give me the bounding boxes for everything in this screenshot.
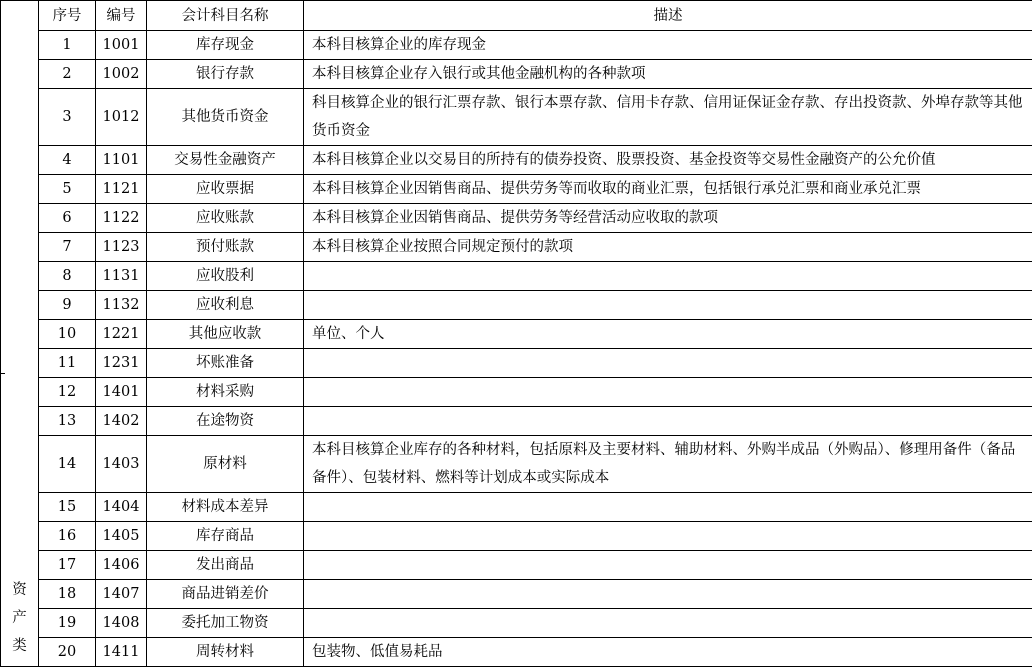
table-row	[1, 349, 1032, 378]
cell-name: 发出商品	[147, 551, 304, 580]
cell-code: 1404	[96, 493, 147, 522]
cell-seq: 5	[39, 175, 96, 204]
table-row	[1, 436, 1032, 493]
category-char: 资	[1, 576, 38, 604]
cell-name: 应收股利	[147, 262, 304, 291]
cell-code: 1411	[96, 638, 147, 667]
header-code: 编号	[96, 1, 147, 31]
cell-seq: 13	[39, 407, 96, 436]
cell-code: 1122	[96, 204, 147, 233]
cell-name: 材料成本差异	[147, 493, 304, 522]
category-char: 类	[1, 632, 38, 660]
cell-name: 交易性金融资产	[147, 146, 304, 175]
cell-seq: 6	[39, 204, 96, 233]
cell-code: 1123	[96, 233, 147, 262]
header-seq: 序号	[39, 1, 96, 31]
cell-seq: 20	[39, 638, 96, 667]
cell-name: 应收账款	[147, 204, 304, 233]
table-row	[1, 60, 1032, 89]
cell-desc: 本科目核算企业因销售商品、提供劳务等而收取的商业汇票，包括银行承兑汇票和商业承兑汇票	[304, 175, 1032, 204]
cell-seq: 16	[39, 522, 96, 551]
cell-name: 原材料	[147, 436, 304, 493]
cell-name: 预付账款	[147, 233, 304, 262]
table-row	[1, 407, 1032, 436]
cell-desc	[304, 580, 1032, 609]
cell-desc	[304, 551, 1032, 580]
cell-name: 应收利息	[147, 291, 304, 320]
cell-seq: 11	[39, 349, 96, 378]
cell-desc	[304, 609, 1032, 638]
cell-seq: 9	[39, 291, 96, 320]
cell-seq: 3	[39, 89, 96, 146]
cell-seq: 10	[39, 320, 96, 349]
cell-seq: 7	[39, 233, 96, 262]
cell-name: 材料采购	[147, 378, 304, 407]
cell-code: 1408	[96, 609, 147, 638]
category-label	[1, 576, 38, 666]
cell-desc	[304, 262, 1032, 291]
cell-seq: 2	[39, 60, 96, 89]
cell-name: 库存商品	[147, 522, 304, 551]
cell-seq: 8	[39, 262, 96, 291]
table-row	[1, 175, 1032, 204]
cell-code: 1231	[96, 349, 147, 378]
table-row	[1, 320, 1032, 349]
cell-seq: 17	[39, 551, 96, 580]
header-name: 会计科目名称	[147, 1, 304, 31]
cell-seq: 4	[39, 146, 96, 175]
header-row	[1, 1, 1032, 31]
cell-code: 1002	[96, 60, 147, 89]
table-row	[1, 204, 1032, 233]
cell-code: 1402	[96, 407, 147, 436]
cell-name: 银行存款	[147, 60, 304, 89]
cell-desc	[304, 291, 1032, 320]
cell-name: 在途物资	[147, 407, 304, 436]
cell-desc	[304, 522, 1032, 551]
cell-desc	[304, 378, 1032, 407]
cell-name: 应收票据	[147, 175, 304, 204]
cell-desc: 单位、个人	[304, 320, 1032, 349]
cell-seq: 14	[39, 436, 96, 493]
table-row	[1, 638, 1032, 667]
cell-name: 库存现金	[147, 31, 304, 60]
cell-code: 1121	[96, 175, 147, 204]
cell-seq: 12	[39, 378, 96, 407]
category-char: 产	[1, 604, 38, 632]
cell-code: 1401	[96, 378, 147, 407]
cell-code: 1405	[96, 522, 147, 551]
table-row	[1, 262, 1032, 291]
cell-name: 坏账准备	[147, 349, 304, 378]
table-row	[1, 551, 1032, 580]
cell-desc	[304, 407, 1032, 436]
table-row	[1, 522, 1032, 551]
category-cell	[1, 1, 39, 667]
table-row	[1, 291, 1032, 320]
cell-desc: 本科目核算企业按照合同规定预付的款项	[304, 233, 1032, 262]
cell-name: 周转材料	[147, 638, 304, 667]
cell-desc: 包装物、低值易耗品	[304, 638, 1032, 667]
table-row	[1, 378, 1032, 407]
category-divider	[1, 373, 5, 374]
cell-name: 商品进销差价	[147, 580, 304, 609]
table-row	[1, 89, 1032, 146]
cell-code: 1001	[96, 31, 147, 60]
table-row	[1, 233, 1032, 262]
cell-seq: 1	[39, 31, 96, 60]
table-row	[1, 493, 1032, 522]
cell-code: 1406	[96, 551, 147, 580]
cell-desc: 本科目核算企业库存的各种材料，包括原料及主要材料、辅助材料、外购半成品（外购品）、修理用备件（备品备件）、包装材料、燃料等计划成本或实际成本	[304, 436, 1032, 493]
header-desc: 描述	[304, 1, 1032, 31]
cell-desc: 科目核算企业的银行汇票存款、银行本票存款、信用卡存款、信用证保证金存款、存出投资款、外埠存款等其他货币资金	[304, 89, 1032, 146]
cell-code: 1131	[96, 262, 147, 291]
cell-seq: 18	[39, 580, 96, 609]
cell-seq: 19	[39, 609, 96, 638]
table-row	[1, 146, 1032, 175]
cell-desc: 本科目核算企业因销售商品、提供劳务等经营活动应收取的款项	[304, 204, 1032, 233]
cell-name: 其他货币资金	[147, 89, 304, 146]
cell-code: 1132	[96, 291, 147, 320]
cell-code: 1221	[96, 320, 147, 349]
cell-desc: 本科目核算企业存入银行或其他金融机构的各种款项	[304, 60, 1032, 89]
cell-desc	[304, 493, 1032, 522]
cell-code: 1101	[96, 146, 147, 175]
cell-desc: 本科目核算企业以交易目的所持有的债券投资、股票投资、基金投资等交易性金融资产的公允价值	[304, 146, 1032, 175]
table-row	[1, 609, 1032, 638]
cell-code: 1407	[96, 580, 147, 609]
cell-desc	[304, 349, 1032, 378]
cell-code: 1403	[96, 436, 147, 493]
cell-name: 其他应收款	[147, 320, 304, 349]
table-row	[1, 31, 1032, 60]
table-row	[1, 580, 1032, 609]
cell-code: 1012	[96, 89, 147, 146]
cell-seq: 15	[39, 493, 96, 522]
cell-name: 委托加工物资	[147, 609, 304, 638]
cell-desc: 本科目核算企业的库存现金	[304, 31, 1032, 60]
